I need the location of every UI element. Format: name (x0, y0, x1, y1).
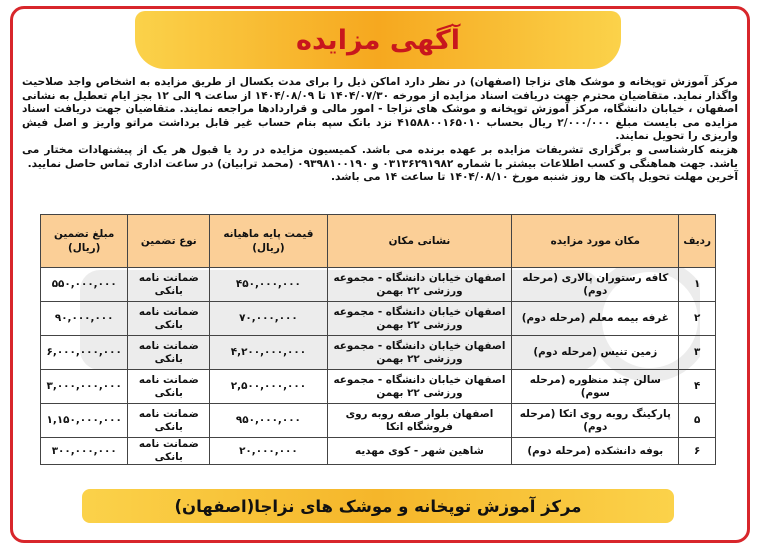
cell-idx: ۱ (679, 268, 716, 302)
cell-price: ۹۵۰,۰۰۰,۰۰۰ (210, 404, 327, 438)
cell-address: شاهین شهر - کوی مهدیه (327, 438, 512, 465)
cell-price: ۲۰,۰۰۰,۰۰۰ (210, 438, 327, 465)
cell-idx: ۲ (679, 302, 716, 336)
auction-description (22, 76, 738, 185)
intro-paragraph-3: آخرین مهلت تحویل پاکت ها روز شنبه مورخ ۱۴۰۴/۰۸/۱۰ تا ساعت ۱۴ می باشد. (331, 171, 738, 184)
header-type: نوع تضمین (128, 215, 210, 268)
cell-idx: ۵ (679, 404, 716, 438)
header-deposit: مبلغ تضمین (ریال) (41, 215, 128, 268)
cell-idx: ۶ (679, 438, 716, 465)
cell-deposit: ۹۰,۰۰۰,۰۰۰ (41, 302, 128, 336)
cell-price: ۴۵۰,۰۰۰,۰۰۰ (210, 268, 327, 302)
table-header-row (41, 215, 716, 268)
title-banner (135, 11, 621, 69)
cell-type: ضمانت نامه بانکی (128, 438, 210, 465)
cell-address: اصفهان خیابان دانشگاه - مجموعه ورزشی ۲۲ بهمن (327, 268, 512, 302)
cell-type: ضمانت نامه بانکی (128, 302, 210, 336)
intro-paragraph-1: مرکز آموزش توپخانه و موشک های نزاجا (اصفهان) در نظر دارد اماکن ذیل را برای مدت یکسال از طریق مزایده به اشخاص واجد صلاحیت واگذار نماید. متقاضیان محترم جهت دریافت اسناد مزایده از مورخه ۱۴۰۴/۰۷/۳۰ تا ۱۴۰۴/۰۸/۰۹ از ساعت ۹ الی ۱۲ بجز ایام تعطیل به نشانی اصفهان ، خیابان دانشگاه، مرکز آموزش توپخانه و موشک های نزاجا - امور مالی و قراردادها مراجعه نمایند. متقاضیان جهت دریافت اسناد مزایده می بایست مبلغ ۲/۰۰۰/۰۰۰ ریال بحساب ۴۱۵۸۸۰۰۱۶۵۰۱۰ نزد بانک سپه بنام حساب غیر قابل برداشت مراتو واریز و اصل فیش واریزی را تحویل نمایند. (22, 76, 738, 143)
cell-price: ۲,۵۰۰,۰۰۰,۰۰۰ (210, 370, 327, 404)
table-row (41, 336, 716, 370)
footer-org-name: مرکز آموزش توپخانه و موشک های نزاجا(اصفهان) (174, 496, 582, 516)
cell-item: غرفه بیمه معلم (مرحله دوم) (512, 302, 679, 336)
cell-item: کافه رستوران پالاری (مرحله دوم) (512, 268, 679, 302)
cell-type: ضمانت نامه بانکی (128, 336, 210, 370)
cell-address: اصفهان خیابان دانشگاه - مجموعه ورزشی ۲۲ بهمن (327, 336, 512, 370)
table-row (41, 268, 716, 302)
header-item: مکان مورد مزایده (512, 215, 679, 268)
cell-deposit: ۶,۰۰۰,۰۰۰,۰۰۰ (41, 336, 128, 370)
table-row (41, 370, 716, 404)
cell-idx: ۴ (679, 370, 716, 404)
footer-banner (82, 489, 674, 523)
cell-address: اصفهان بلوار صفه روبه روی فروشگاه اتکا (327, 404, 512, 438)
cell-item: زمین تنیس (مرحله دوم) (512, 336, 679, 370)
page-title: آگهی مزایده (296, 24, 460, 56)
header-address: نشانی مکان (327, 215, 512, 268)
cell-item: پارکینگ روبه روی اتکا (مرحله دوم) (512, 404, 679, 438)
cell-address: اصفهان خیابان دانشگاه - مجموعه ورزشی ۲۲ بهمن (327, 370, 512, 404)
cell-type: ضمانت نامه بانکی (128, 268, 210, 302)
cell-item: بوفه دانشکده (مرحله دوم) (512, 438, 679, 465)
cell-address: اصفهان خیابان دانشگاه - مجموعه ورزشی ۲۲ بهمن (327, 302, 512, 336)
cell-deposit: ۵۵۰,۰۰۰,۰۰۰ (41, 268, 128, 302)
header-price: قیمت پایه ماهیانه (ریال) (210, 215, 327, 268)
table-row (41, 438, 716, 465)
cell-price: ۷۰,۰۰۰,۰۰۰ (210, 302, 327, 336)
cell-type: ضمانت نامه بانکی (128, 370, 210, 404)
auction-table (40, 214, 716, 465)
cell-price: ۴,۲۰۰,۰۰۰,۰۰۰ (210, 336, 327, 370)
cell-deposit: ۱,۱۵۰,۰۰۰,۰۰۰ (41, 404, 128, 438)
cell-idx: ۳ (679, 336, 716, 370)
cell-deposit: ۳,۰۰۰,۰۰۰,۰۰۰ (41, 370, 128, 404)
intro-paragraph-2: هزینه کارشناسی و برگزاری تشریفات مزایده بر عهده برنده می باشد. کمیسیون مزایده در رد یا قبول هر یک از پیشنهادات مختار می باشد. جهت هماهنگی و کسب اطلاعات بیشتر با شماره ۰۳۱۳۶۲۹۱۹۸۲ و ۰۹۳۹۸۱۰۰۱۹۰ (محمد ترابیان) در ساعت اداری تماس حاصل نمایید. (22, 143, 738, 170)
cell-deposit: ۳۰۰,۰۰۰,۰۰۰ (41, 438, 128, 465)
table-row (41, 404, 716, 438)
cell-item: سالن چند منظوره (مرحله سوم) (512, 370, 679, 404)
header-idx: ردیف (679, 215, 716, 268)
table-row (41, 302, 716, 336)
cell-type: ضمانت نامه بانکی (128, 404, 210, 438)
